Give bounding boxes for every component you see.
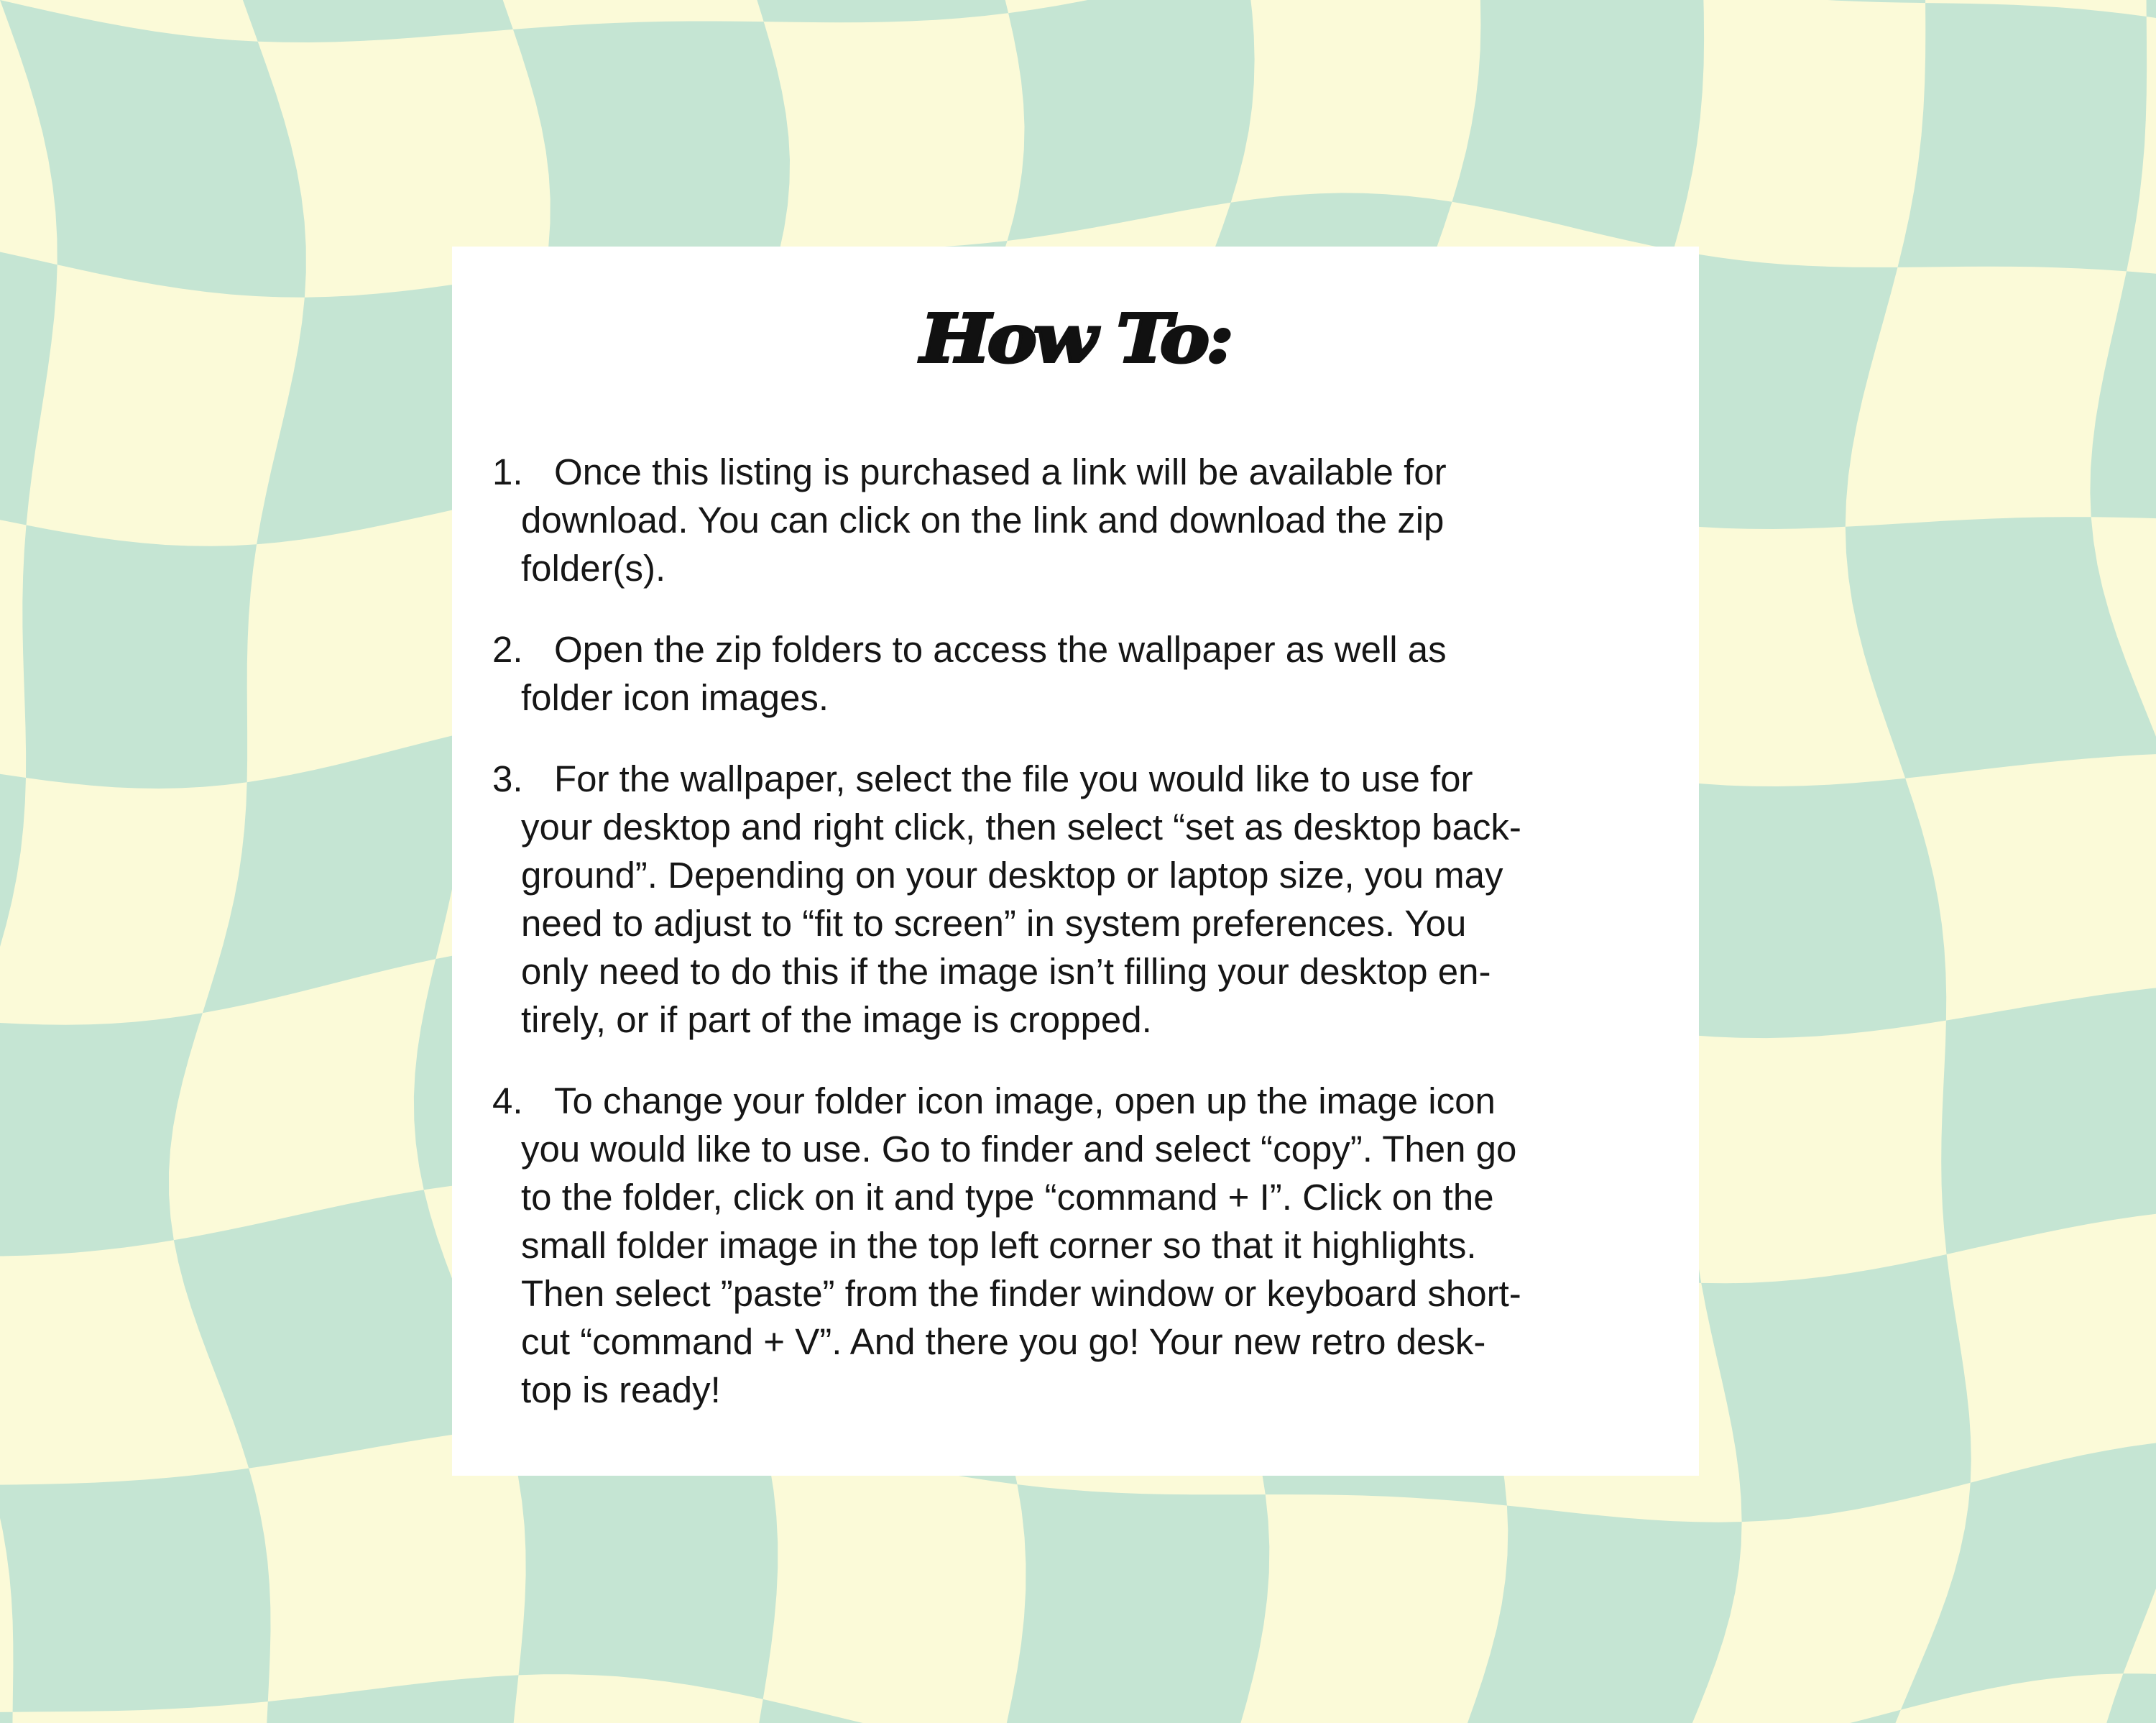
checker-cell bbox=[1701, 1254, 1971, 1522]
step-text: For the wallpaper, select the file you would like to use for your desktop and right click, then select “set as desktop back- ground”. Depending on your desktop or laptop size, you may need to adjust to “fit to screen” in system preferences. You only need to do this if the image isn’t filling your desktop en- tirely, or if part of the image is cropped. bbox=[521, 758, 1521, 1040]
steps-list bbox=[492, 448, 1657, 1447]
checker-cell bbox=[1008, 0, 1255, 241]
step-item bbox=[492, 448, 1657, 592]
checker-cell bbox=[1000, 1484, 1269, 1723]
step-item bbox=[492, 625, 1657, 722]
checker-cell bbox=[1941, 984, 2156, 1254]
checker-cell bbox=[22, 525, 257, 789]
step-item bbox=[492, 1077, 1657, 1414]
instructions-card bbox=[452, 247, 1699, 1476]
step-number: 1. bbox=[492, 451, 523, 492]
step-number: 2. bbox=[492, 629, 523, 670]
card-title: How To: bbox=[921, 300, 1230, 377]
checker-cell bbox=[1898, 3, 2147, 271]
step-text: To change your folder icon image, open up the image icon you would like to use. Go to finder and select “copy”. Then go to the folder, click on it and type “command + I”. Click on the small folder image in the top left corner so that it highlights. Then select ”paste” from the finder window or keyboard short- cut “command + V”. And there you go! Your new retro desk- top is ready! bbox=[521, 1080, 1521, 1410]
step-item bbox=[492, 755, 1657, 1044]
step-text: Once this listing is purchased a link will be available for download. You can click on the link and download the zip folder(s). bbox=[521, 451, 1447, 589]
step-number: 4. bbox=[492, 1080, 523, 1121]
step-number: 3. bbox=[492, 758, 523, 799]
checker-cell bbox=[513, 22, 790, 271]
step-text: Open the zip folders to access the wallpaper as well as folder icon images. bbox=[521, 629, 1447, 718]
checker-cell bbox=[0, 1469, 271, 1712]
